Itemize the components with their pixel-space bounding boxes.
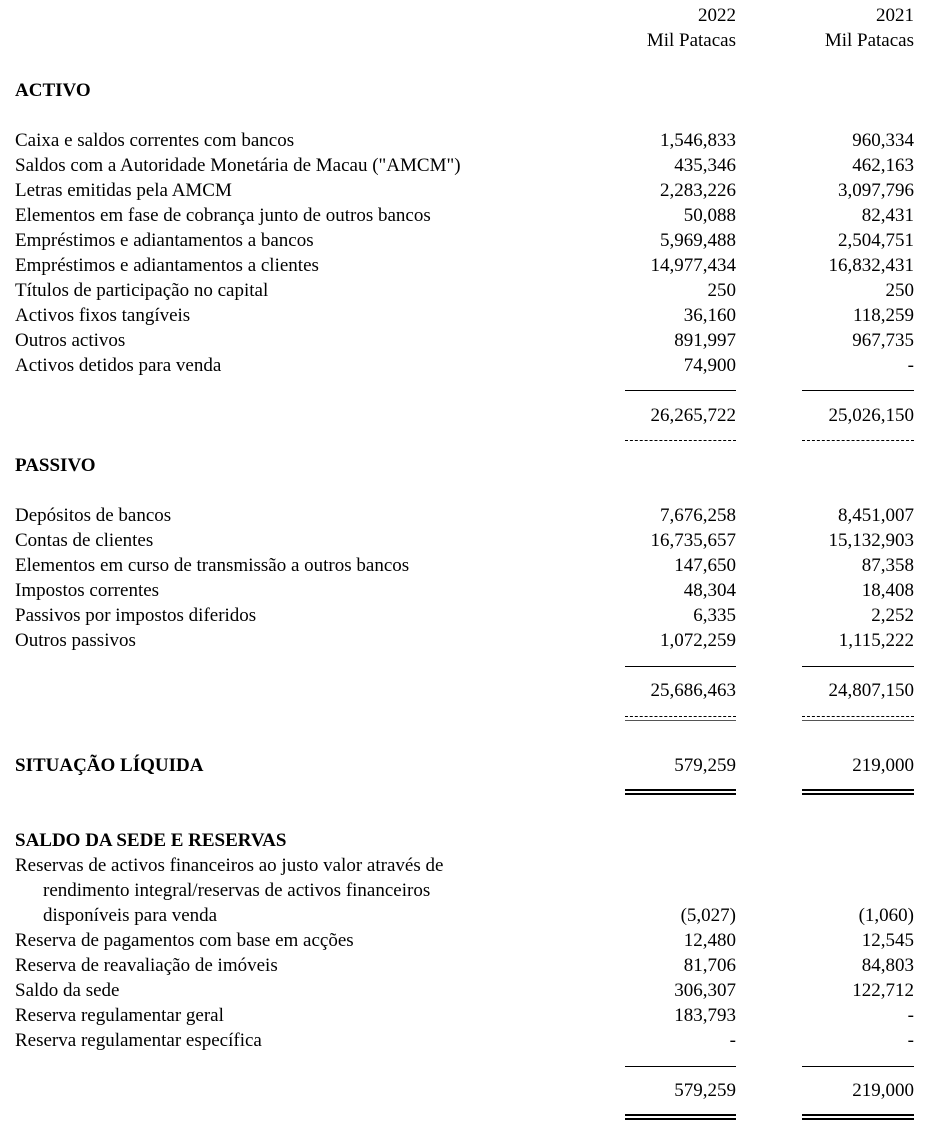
line-item-row	[0, 503, 931, 528]
saldo-first-item-label-2: rendimento integral/reservas de activos financeiros	[43, 880, 431, 901]
line-item-value-2021: 16,832,431	[828, 255, 914, 276]
passivo-total-dashed-2022	[625, 716, 736, 721]
line-item-row	[0, 203, 931, 228]
line-item-value-2022: 81,706	[683, 955, 736, 976]
saldo-first-item-label-1: Reservas de activos financeiros ao justo valor através de	[15, 855, 444, 876]
line-item-value-2022: -	[729, 1030, 736, 1051]
activo-total-2022: 26,265,722	[650, 405, 736, 426]
saldo-first-item-line2	[0, 878, 931, 903]
situacao-double-rule-2021	[802, 789, 914, 795]
line-item-row	[0, 1003, 931, 1028]
line-item-label: Empréstimos e adiantamentos a bancos	[15, 230, 314, 251]
line-item-value-2022: 5,969,488	[660, 230, 736, 251]
line-item-label: Reserva regulamentar geral	[15, 1005, 224, 1026]
col1-year: 2022	[698, 5, 736, 26]
line-item-label: Passivos por impostos diferidos	[15, 605, 257, 626]
line-item-value-2021: -	[907, 1030, 914, 1051]
line-item-value-2022: 1,546,833	[660, 130, 736, 151]
line-item-label: Activos detidos para venda	[15, 355, 222, 376]
line-item-value-2021: 1,115,222	[838, 630, 914, 651]
line-item-label: Contas de clientes	[15, 530, 154, 551]
line-item-value-2021: 462,163	[852, 155, 914, 176]
line-item-value-2022: 2,283,226	[660, 180, 736, 201]
activo-heading-row	[0, 78, 931, 103]
line-item-row	[0, 278, 931, 303]
saldo-total-2022: 579,259	[674, 1080, 736, 1101]
line-item-value-2021: -	[907, 1005, 914, 1026]
situacao-label: SITUAÇÃO LÍQUIDA	[15, 755, 204, 776]
line-item-row	[0, 353, 931, 378]
line-item-row	[0, 553, 931, 578]
line-item-label: Impostos correntes	[15, 580, 160, 601]
line-item-value-2021: 15,132,903	[828, 530, 914, 551]
line-item-row	[0, 578, 931, 603]
line-item-label: Reserva de pagamentos com base em acções	[15, 930, 354, 951]
line-item-value-2022: 183,793	[674, 1005, 736, 1026]
activo-subtotal-rule-2022	[625, 390, 736, 391]
line-item-row	[0, 253, 931, 278]
line-item-value-2022: 36,160	[683, 305, 736, 326]
line-item-value-2021: -	[907, 355, 914, 376]
line-item-value-2022: 435,346	[674, 155, 736, 176]
header-year-row	[0, 3, 931, 28]
header-unit-row	[0, 28, 931, 53]
passivo-total-2021: 24,807,150	[828, 680, 914, 701]
col1-unit: Mil Patacas	[646, 30, 736, 51]
activo-subtotal-rule-2021	[802, 390, 914, 391]
passivo-heading: PASSIVO	[15, 455, 96, 476]
line-item-row	[0, 228, 931, 253]
line-item-value-2022: 250	[707, 280, 736, 301]
line-item-label: Letras emitidas pela AMCM	[15, 180, 232, 201]
saldo-heading-row	[0, 828, 931, 853]
line-item-value-2021: 967,735	[852, 330, 914, 351]
line-item-label: Outros passivos	[15, 630, 136, 651]
passivo-subtotal-rule-2021	[802, 666, 914, 667]
line-item-row	[0, 128, 931, 153]
line-item-value-2022: 50,088	[683, 205, 736, 226]
line-item-value-2021: 87,358	[861, 555, 914, 576]
saldo-first-item-line3	[0, 903, 931, 928]
line-item-value-2021: 2,504,751	[838, 230, 914, 251]
activo-total-2021: 25,026,150	[828, 405, 914, 426]
line-item-row	[0, 153, 931, 178]
activo-total-row	[0, 403, 931, 428]
line-item-row	[0, 978, 931, 1003]
line-item-value-2021: 18,408	[861, 580, 914, 601]
line-item-label: Depósitos de bancos	[15, 505, 172, 526]
col2-year: 2021	[876, 5, 914, 26]
col2-unit: Mil Patacas	[824, 30, 914, 51]
line-item-row	[0, 953, 931, 978]
saldo-heading: SALDO DA SEDE E RESERVAS	[15, 830, 287, 851]
line-item-row	[0, 928, 931, 953]
line-item-value-2021: 250	[885, 280, 914, 301]
passivo-heading-row	[0, 453, 931, 478]
line-item-row	[0, 178, 931, 203]
line-item-value-2021: 3,097,796	[838, 180, 914, 201]
line-item-label: Reserva regulamentar específica	[15, 1030, 262, 1051]
line-item-value-2021: 84,803	[861, 955, 914, 976]
saldo-first-item-2021: (1,060)	[858, 905, 914, 926]
line-item-row	[0, 1028, 931, 1053]
situacao-row	[0, 753, 931, 778]
saldo-first-item-label-3: disponíveis para venda	[43, 905, 218, 926]
passivo-subtotal-rule-2022	[625, 666, 736, 667]
line-item-label: Saldos com a Autoridade Monetária de Macau ("AMCM")	[15, 155, 461, 176]
saldo-subtotal-rule-2022	[625, 1066, 736, 1067]
line-item-label: Elementos em fase de cobrança junto de outros bancos	[15, 205, 431, 226]
passivo-total-dashed-2021	[802, 716, 914, 721]
line-item-value-2022: 6,335	[693, 605, 736, 626]
line-item-value-2021: 118,259	[852, 305, 914, 326]
line-item-label: Elementos em curso de transmissão a outros bancos	[15, 555, 410, 576]
line-item-value-2021: 12,545	[861, 930, 914, 951]
line-item-row	[0, 628, 931, 653]
saldo-double-rule-2021	[802, 1114, 914, 1120]
line-item-value-2022: 74,900	[683, 355, 736, 376]
line-item-value-2022: 14,977,434	[650, 255, 736, 276]
line-item-row	[0, 528, 931, 553]
situacao-double-rule-2022	[625, 789, 736, 795]
line-item-value-2022: 12,480	[683, 930, 736, 951]
line-item-value-2022: 306,307	[674, 980, 736, 1001]
line-item-value-2022: 891,997	[674, 330, 736, 351]
line-item-value-2021: 2,252	[871, 605, 914, 626]
activo-heading: ACTIVO	[15, 80, 91, 101]
line-item-row	[0, 328, 931, 353]
line-item-value-2022: 147,650	[674, 555, 736, 576]
saldo-subtotal-rule-2021	[802, 1066, 914, 1067]
line-item-label: Activos fixos tangíveis	[15, 305, 191, 326]
line-item-value-2021: 8,451,007	[838, 505, 914, 526]
situacao-2021: 219,000	[852, 755, 914, 776]
saldo-total-row	[0, 1078, 931, 1103]
situacao-2022: 579,259	[674, 755, 736, 776]
activo-total-dashed-2021	[802, 440, 914, 441]
line-item-value-2021: 82,431	[861, 205, 914, 226]
saldo-double-rule-2022	[625, 1114, 736, 1120]
line-item-label: Outros activos	[15, 330, 126, 351]
line-item-value-2021: 122,712	[852, 980, 914, 1001]
passivo-total-2022: 25,686,463	[650, 680, 736, 701]
line-item-label: Saldo da sede	[15, 980, 120, 1001]
line-item-value-2022: 16,735,657	[650, 530, 736, 551]
line-item-label: Títulos de participação no capital	[15, 280, 269, 301]
line-item-row	[0, 303, 931, 328]
saldo-first-item-line1	[0, 853, 931, 878]
line-item-row	[0, 603, 931, 628]
activo-total-dashed-2022	[625, 440, 736, 441]
line-item-label: Caixa e saldos correntes com bancos	[15, 130, 295, 151]
line-item-value-2022: 48,304	[683, 580, 736, 601]
passivo-total-row	[0, 678, 931, 703]
line-item-label: Empréstimos e adiantamentos a clientes	[15, 255, 319, 276]
line-item-value-2021: 960,334	[852, 130, 914, 151]
saldo-total-2021: 219,000	[852, 1080, 914, 1101]
saldo-first-item-2022: (5,027)	[680, 905, 736, 926]
line-item-value-2022: 1,072,259	[660, 630, 736, 651]
line-item-value-2022: 7,676,258	[660, 505, 736, 526]
line-item-label: Reserva de reavaliação de imóveis	[15, 955, 278, 976]
